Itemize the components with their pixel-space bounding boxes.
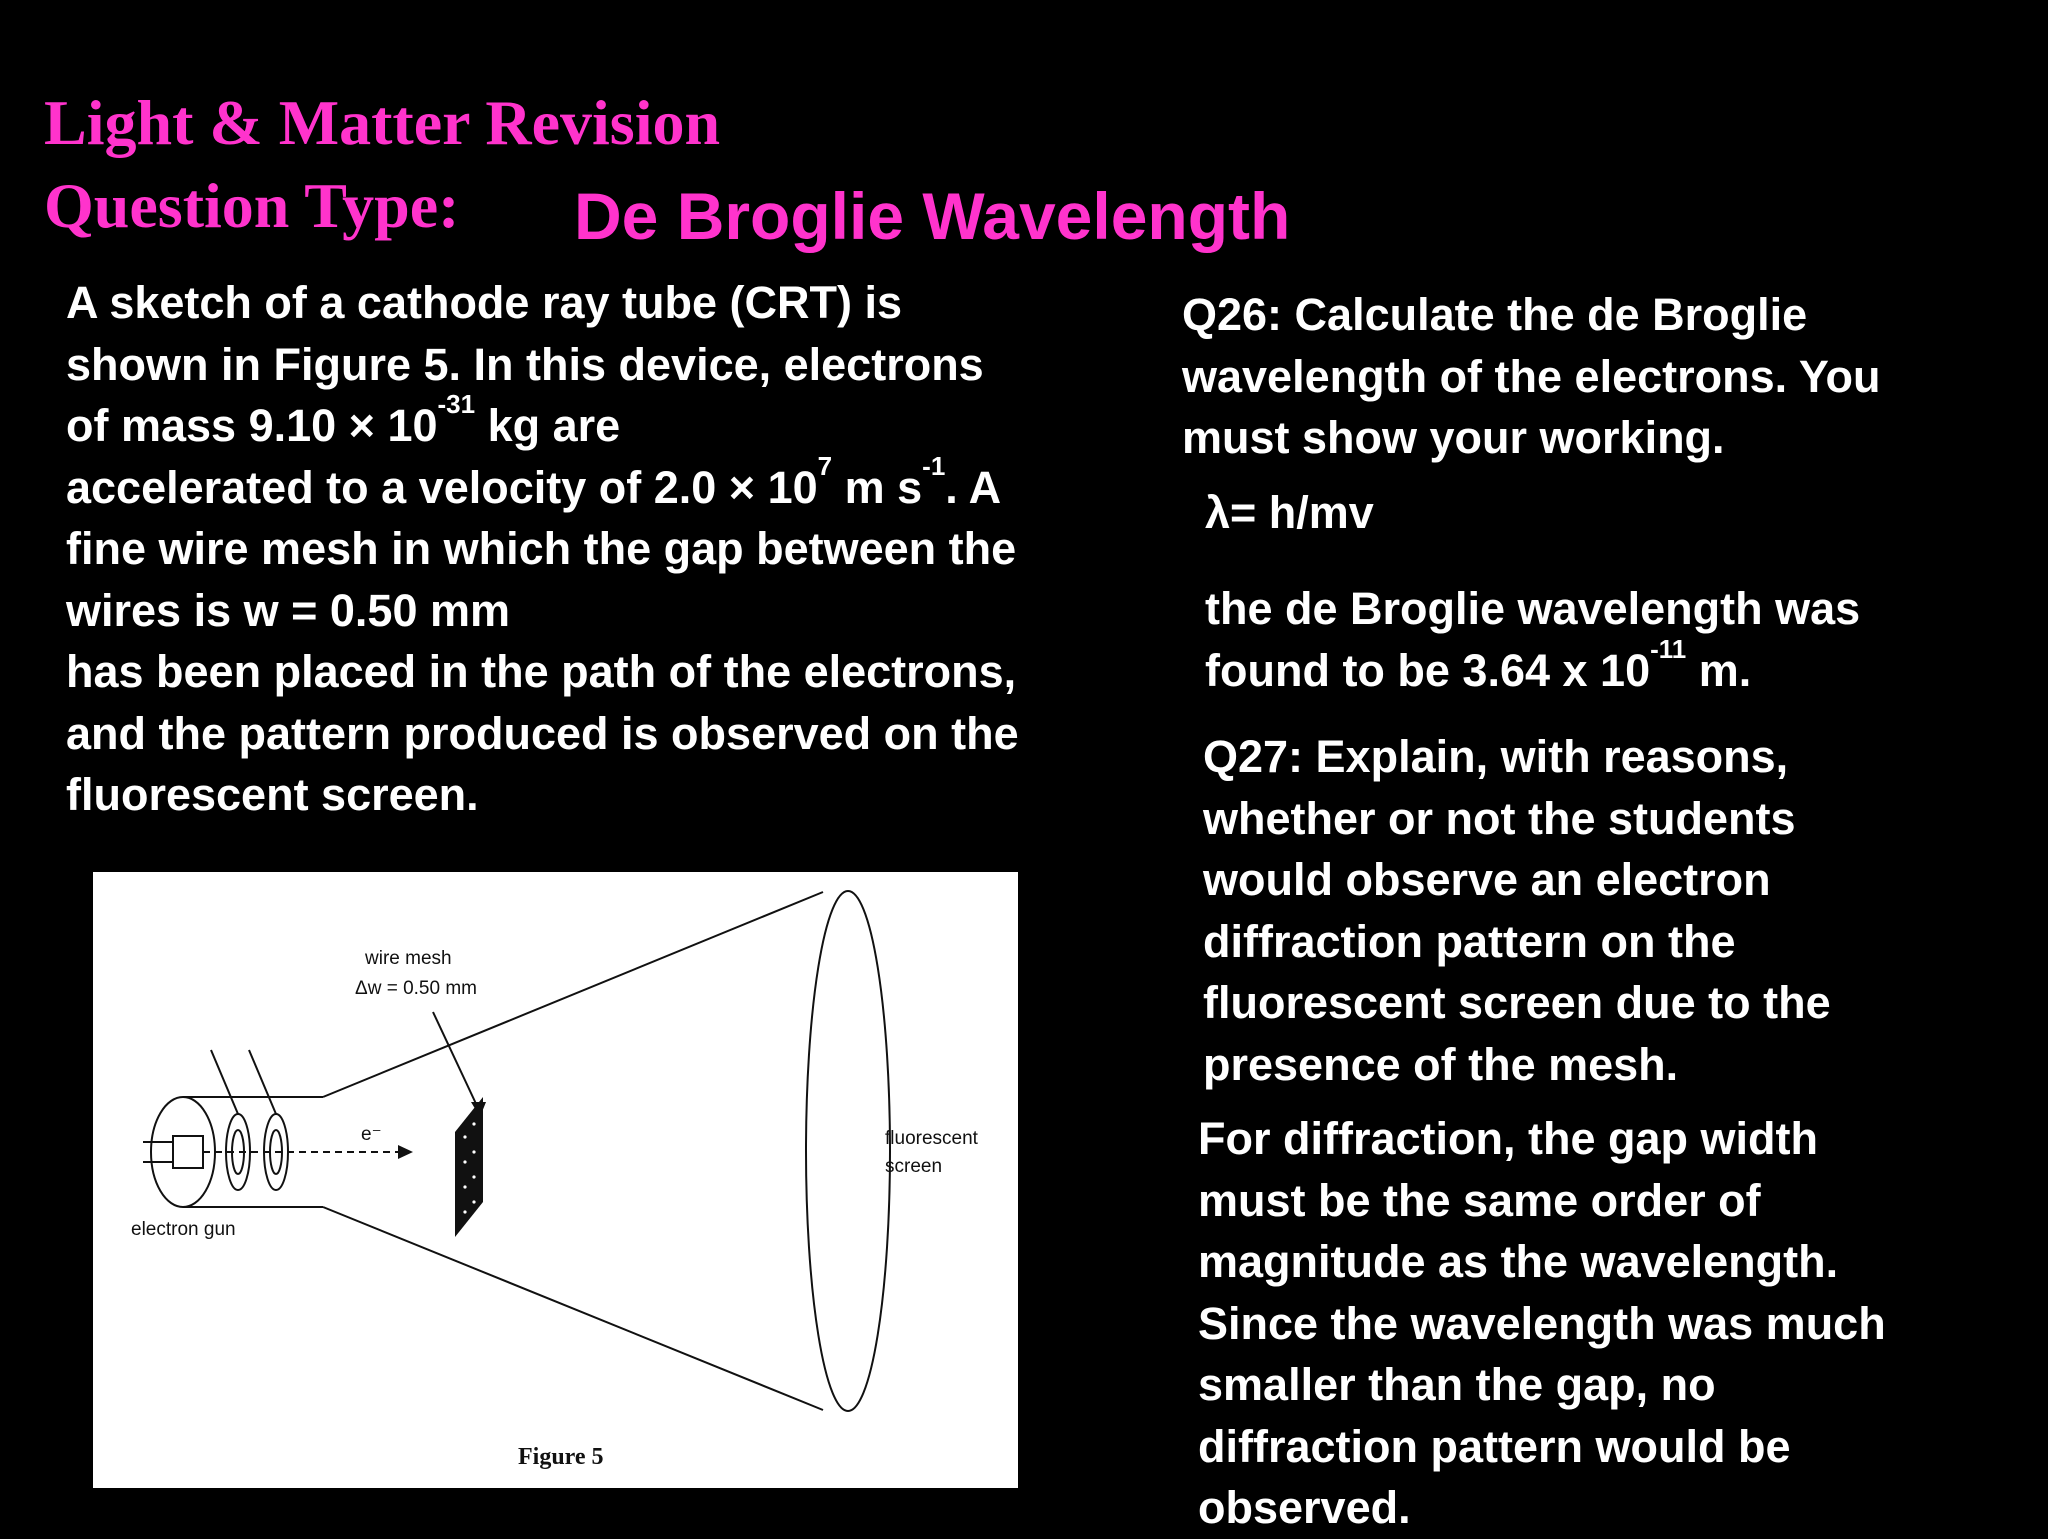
figure-5-crt-diagram [93,872,1018,1488]
q27-answer-line: For diffraction, the gap width [1198,1113,1818,1164]
gap-label: Δw = 0.50 mm [355,978,477,999]
q27-question [1203,726,1831,1095]
intro-line [66,389,1019,457]
tube-outline-bottom [323,1207,823,1410]
beam-arrowhead [398,1145,413,1159]
superscript: -31 [437,389,476,419]
q27-answer-line: Since the wavelength was much [1198,1297,1886,1349]
q27-answer-line: smaller than the gap, no [1198,1359,1716,1410]
screen-label: screen [885,1156,943,1177]
intro-line: A sketch of a cathode ray tube (CRT) is [66,277,902,328]
gun-cathode [173,1136,203,1168]
text-span: accelerated to a velocity of 2.0 × 10 [66,461,818,513]
intro-line [66,450,1019,519]
crt-diagram-svg [93,872,1018,1488]
text-span: . A [945,461,1002,513]
q27-answer-line: magnitude as the wavelength. [1198,1236,1839,1287]
q27-answer-line: diffraction pattern would be [1198,1420,1791,1472]
text-span: found to be 3.64 x 10 [1205,644,1651,696]
q27-answer-line: must be the same order of [1198,1174,1761,1226]
slide-title: Light & Matter Revision [44,87,721,158]
text-span: of mass 9.10 × 10 [66,400,438,451]
intro-line: fluorescent screen. [66,769,479,820]
intro-line: wires is w = 0.50 mm [66,584,511,636]
q26-answer-line: the de Broglie wavelength was [1205,583,1861,634]
q26-answer [1205,578,1860,701]
q26-question [1182,284,1880,469]
text-span: m. [1686,644,1752,696]
topic-title: De Broglie Wavelength [574,179,1291,253]
question-type-label: Question Type: [44,170,460,241]
q26-answer-line [1205,633,1860,702]
intro-line: and the pattern produced is observed on the [66,707,1019,759]
screen-label: fluorescent [885,1128,978,1149]
q26-formula: λ= h/mv [1205,487,1374,538]
superscript: -1 [922,450,946,481]
text-span: kg are [475,400,621,451]
q26-line: Q26: Calculate the de Broglie [1182,289,1808,340]
intro-line: fine wire mesh in which the gap between the [66,523,1017,574]
text-span: m s [832,461,923,513]
gun-wire [211,1050,238,1114]
superscript: -11 [1650,633,1687,664]
q27-line: Q27: Explain, with reasons, [1203,731,1789,782]
intro-line: has been placed in the path of the electrons, [66,646,1017,697]
fluorescent-screen-shape [806,891,890,1411]
intro-text [66,272,1019,826]
q27-line: whether or not the students [1203,792,1796,844]
superscript: 7 [817,450,833,481]
q27-line: would observe an electron [1203,854,1771,905]
electron-label: e⁻ [361,1124,382,1145]
gun-wire [249,1050,276,1114]
q27-answer [1198,1108,1886,1539]
wire-mesh-label: wire mesh [365,948,452,969]
q26-line: wavelength of the electrons. You [1182,350,1881,402]
q27-answer-line: observed. [1198,1482,1411,1533]
q27-line: presence of the mesh. [1203,1038,1679,1090]
q27-line: diffraction pattern on the [1203,915,1736,967]
mesh-pointer-line [433,1012,478,1108]
electron-gun-label: electron gun [131,1219,236,1240]
wire-mesh-shape [455,1097,483,1237]
figure-caption: Figure 5 [518,1444,604,1470]
q26-line: must show your working. [1182,412,1725,463]
intro-line: shown in Figure 5. In this device, electrons [66,338,984,390]
q27-line: fluorescent screen due to the [1203,977,1831,1028]
